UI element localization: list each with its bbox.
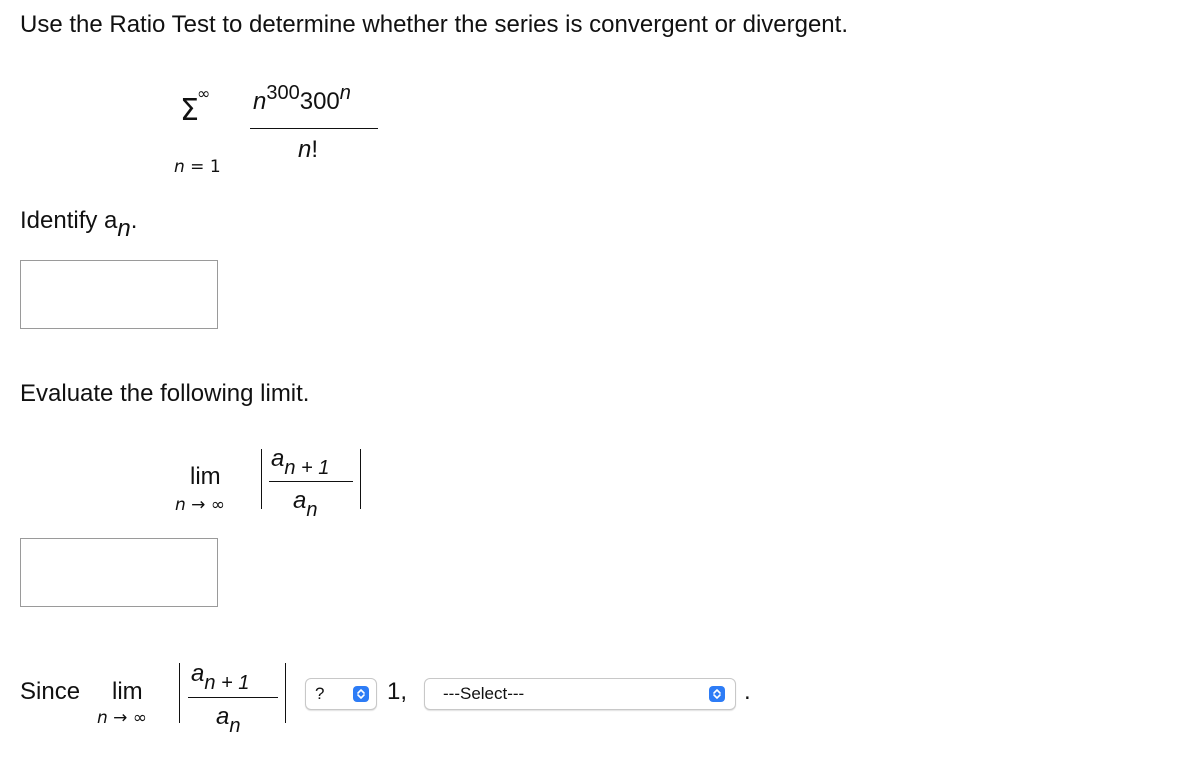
numerator-exponent-n: n — [339, 82, 351, 104]
series-lower-limit: n = 1 — [174, 157, 221, 177]
conclusion-abs-bar-left — [179, 663, 180, 723]
numerator-base: n — [253, 88, 267, 115]
select-arrows-icon — [353, 686, 369, 702]
a-n-plus-1: $a_{n + 1}$ — [271, 445, 330, 479]
limit-expression — [165, 445, 385, 525]
question-prompt: Use the Ratio Test to determine whether the series is convergent or divergent. — [20, 11, 848, 38]
conclusion-lim-word: lim — [112, 678, 143, 705]
lim-subscript: n → ∞ — [175, 495, 225, 515]
an-answer-input[interactable] — [20, 260, 218, 329]
conclusion-period: . — [744, 678, 751, 705]
a-n: $a_n$ — [293, 487, 318, 521]
series-expression — [160, 80, 400, 180]
series-upper-limit: ∞ — [197, 84, 211, 103]
conclusion-fraction-bar — [188, 697, 278, 698]
identify-label — [20, 207, 138, 242]
sigma-symbol: Σ — [180, 93, 199, 128]
limit-answer-input[interactable] — [20, 538, 218, 607]
conclusion-a-n: $a_n$ — [216, 703, 241, 737]
numerator-300: 300 — [299, 88, 340, 115]
identify-subscript: n — [117, 215, 131, 242]
conclusion-abs-bar-right — [285, 663, 286, 723]
limit-fraction-bar — [269, 481, 353, 482]
abs-bar-right — [360, 449, 361, 509]
identify-text: Identify a — [20, 207, 118, 234]
series-fraction-bar — [250, 128, 378, 129]
abs-bar-left — [261, 449, 262, 509]
since-label: Since — [20, 678, 81, 705]
series-numerator — [253, 82, 351, 116]
lim-word: lim — [190, 463, 221, 490]
numerator-exponent-300: 300 — [266, 82, 300, 104]
conclusion-lim-subscript: n → ∞ — [97, 708, 147, 728]
identify-period: . — [130, 207, 138, 234]
comparison-select[interactable] — [305, 678, 377, 710]
conclusion-select[interactable] — [424, 678, 736, 710]
one-value: 1, — [387, 678, 408, 705]
series-denominator: n! — [298, 136, 319, 163]
comparison-select-value: ? — [315, 684, 325, 703]
select-arrows-icon — [709, 686, 725, 702]
conclusion-select-value: ---Select--- — [443, 684, 525, 703]
conclusion-a-n-plus-1: $a_{n + 1}$ — [191, 660, 250, 694]
evaluate-label: Evaluate the following limit. — [20, 380, 310, 407]
